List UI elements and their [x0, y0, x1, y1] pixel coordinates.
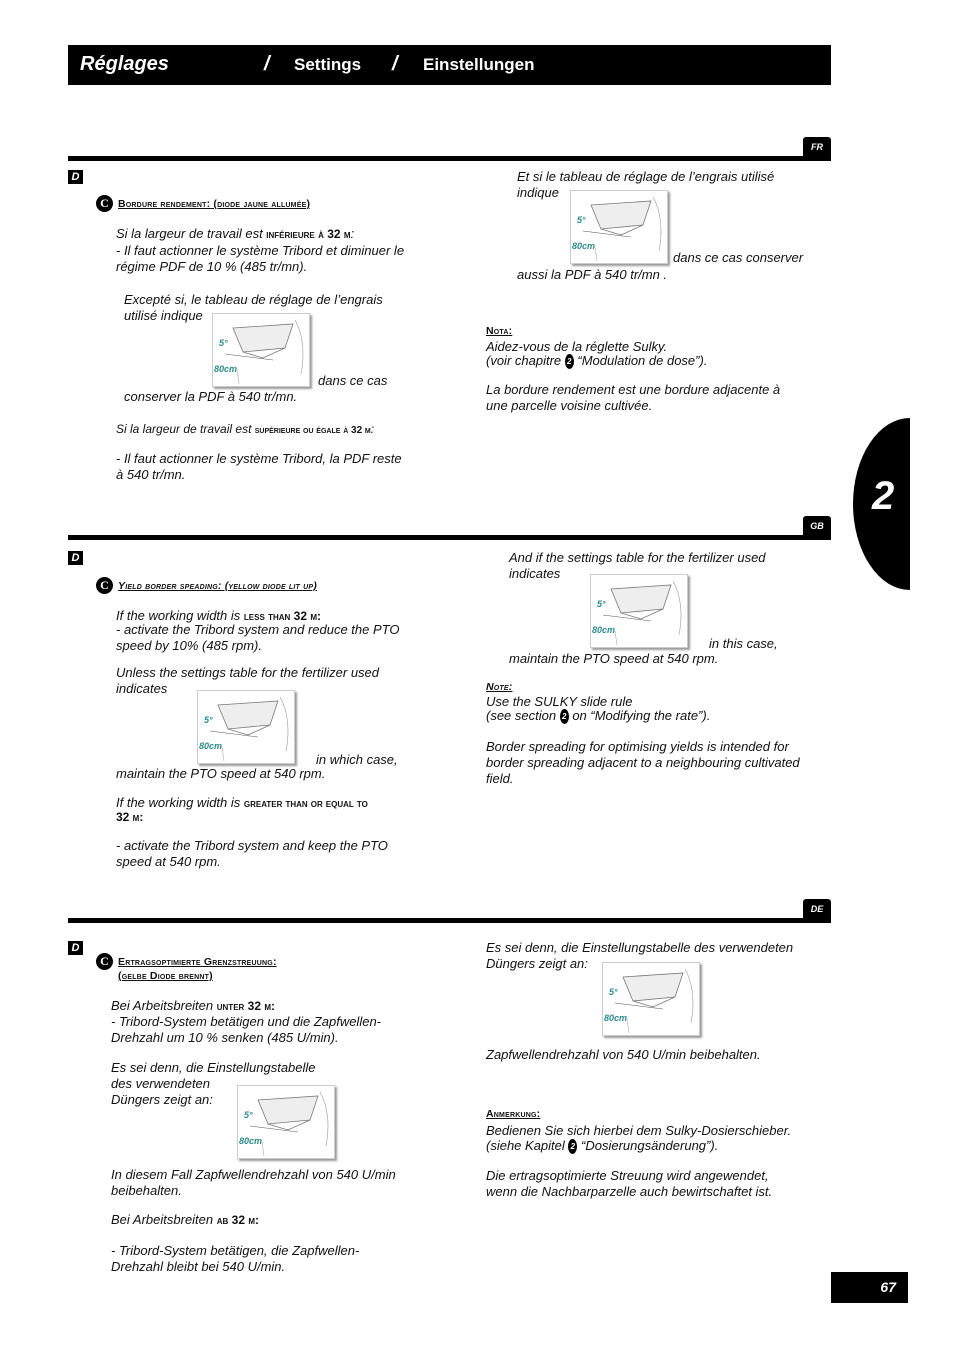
section-number: 2 — [872, 474, 895, 518]
de-line-2: - Tribord-System betätigen und die Zapfwellen- Drehzahl um 10 % senken (485 U/min). — [111, 1014, 381, 1045]
gb-line-1: If the working width is less than 32 m: — [116, 608, 322, 623]
de-line-1: Bei Arbeitsbreiten unter 32 m: — [111, 998, 275, 1013]
fr-line-4a: dans ce cas — [318, 373, 388, 388]
spreader-figure — [197, 690, 295, 764]
gb-note-1: Use the SULKY slide rule — [486, 694, 633, 709]
de-line-3: Es sei denn, die Einstellungstabelle des verwendeten Düngers zeigt an: — [111, 1060, 316, 1107]
c-marker-icon: C — [96, 577, 113, 594]
page-header — [68, 45, 831, 85]
gb-note-2: (see section 2 on “Modifying the rate”). — [486, 708, 711, 723]
fr-right-2a: dans ce cas conserver — [673, 250, 804, 265]
language-tag-fr: FR — [803, 137, 831, 158]
fr-note-2: (voir chapitre 2 “Modulation de dose”). — [486, 353, 708, 368]
header-title-fr: Réglages — [80, 53, 169, 75]
spreader-figure — [570, 190, 668, 264]
spreader-figure — [237, 1085, 335, 1159]
d-marker: D — [68, 551, 83, 565]
chapter-badge-icon: 2 — [568, 1139, 577, 1154]
de-line-6: - Tribord-System betätigen, die Zapfwellen- Drehzahl bleibt bei 540 U/min. — [111, 1243, 360, 1274]
height-label: 80cm — [214, 364, 238, 374]
header-title-de: Einstellungen — [423, 55, 535, 74]
de-note-1: Bedienen Sie sich hierbei dem Sulky-Dosierschieber. — [486, 1123, 792, 1138]
de-note-3: Die ertragsoptimierte Streuung wird angewendet, wenn die Nachbarparzelle auch bewirtschaftet ist. — [486, 1168, 773, 1199]
section-divider — [68, 156, 831, 161]
gb-line-5b: 32 m: — [116, 810, 144, 824]
fr-line-5: Si la largeur de travail est supérieure ou égale à 32 m: — [116, 422, 375, 436]
section-divider — [68, 918, 831, 923]
note-title-de: Anmerkung: — [486, 1108, 541, 1120]
chapter-badge-icon: 2 — [565, 354, 574, 369]
fr-line-6: - Il faut actionner le système Tribord, la PDF reste à 540 tr/mn. — [116, 451, 402, 482]
de-note-2: (siehe Kapitel 2 “Dosierungsänderung”). — [486, 1138, 719, 1153]
gb-line-2: - activate the Tribord system and reduce the PTO speed by 10% (485 rpm). — [116, 622, 400, 653]
d-marker: D — [68, 941, 83, 955]
angle-label: 5° — [244, 1110, 253, 1120]
de-line-5: Bei Arbeitsbreiten ab 32 m: — [111, 1212, 259, 1227]
fr-right-2b: aussi la PDF à 540 tr/mn . — [517, 267, 668, 282]
spreader-icon — [198, 691, 296, 765]
spreader-icon — [603, 963, 701, 1037]
language-tag-gb: GB — [803, 516, 831, 537]
spreader-figure — [602, 962, 700, 1036]
de-right-1: Es sei denn, die Einstellungstabelle des verwendeten Düngers zeigt an: — [486, 940, 794, 971]
gb-right-2a: in this case, — [709, 636, 778, 651]
spreader-icon — [238, 1086, 336, 1160]
section-divider — [68, 535, 831, 540]
gb-right-1: And if the settings table for the fertilizer used indicates — [509, 550, 766, 581]
height-label: 80cm — [604, 1013, 628, 1023]
height-label: 80cm — [572, 241, 596, 251]
note-title-fr: Nota: — [486, 325, 513, 337]
gb-line-4a: in which case, — [316, 752, 398, 767]
section-heading-de: Ertragsoptimierte Grenzstreuung: — [118, 956, 277, 968]
header-title-gb: Settings — [294, 55, 362, 74]
section-heading-de-2: (gelbe Diode brennt) — [118, 970, 213, 982]
de-line-4: In diesem Fall Zapfwellendrehzahl von 540 U/min beibehalten. — [111, 1167, 396, 1198]
c-marker-icon: C — [96, 195, 113, 212]
spreader-figure — [212, 313, 310, 387]
fr-line-2: - Il faut actionner le système Tribord et diminuer le régime PDF de 10 % (485 tr/mn). — [116, 243, 405, 274]
fr-line-4b: conserver la PDF à 540 tr/mn. — [124, 389, 298, 404]
height-label: 80cm — [199, 741, 223, 751]
fr-line-1: Si la largeur de travail est inférieure à 32 m: — [116, 226, 355, 241]
page-number: 67 — [831, 1272, 908, 1303]
section-heading-gb: Yield border speading: (yellow diode lit up) — [118, 580, 317, 592]
angle-label: 5° — [219, 338, 228, 348]
angle-label: 5° — [577, 215, 586, 225]
fr-note-3: La bordure rendement est une bordure adjacente à une parcelle voisine cultivée. — [486, 382, 781, 413]
d-marker: D — [68, 170, 83, 184]
note-title-gb: Note: — [486, 681, 513, 693]
angle-label: 5° — [609, 987, 618, 997]
section-heading-fr: Bordure rendement: (diode jaune allumée) — [118, 198, 311, 210]
gb-right-2b: maintain the PTO speed at 540 rpm. — [509, 651, 719, 666]
gb-line-4b: maintain the PTO speed at 540 rpm. — [116, 766, 326, 781]
gb-line-6: - activate the Tribord system and keep the PTO speed at 540 rpm. — [116, 838, 388, 869]
angle-label: 5° — [597, 599, 606, 609]
header-separator: / — [392, 53, 398, 75]
height-label: 80cm — [592, 625, 616, 635]
height-label: 80cm — [239, 1136, 263, 1146]
fr-line-3: Excepté si, le tableau de réglage de l’engrais utilisé indique — [124, 292, 383, 323]
gb-line-3: Unless the settings table for the fertilizer used indicates — [116, 665, 380, 696]
spreader-icon — [213, 314, 311, 388]
spreader-icon — [591, 575, 689, 649]
fr-note-1: Aidez-vous de la réglette Sulky. — [486, 339, 668, 354]
header-separator: / — [264, 53, 270, 75]
language-tag-de: DE — [803, 899, 831, 920]
gb-line-5: If the working width is greater than or equal to — [116, 795, 368, 810]
spreader-icon — [571, 191, 669, 265]
c-marker-icon: C — [96, 953, 113, 970]
angle-label: 5° — [204, 715, 213, 725]
gb-note-3: Border spreading for optimising yields is intended for border spreading adjacent to a neighbouring cultivated field. — [486, 739, 800, 786]
de-right-2: Zapfwellendrehzahl von 540 U/min beibehalten. — [486, 1047, 761, 1062]
fr-right-1: Et si le tableau de réglage de l’engrais utilisé indique — [517, 169, 775, 200]
chapter-badge-icon: 2 — [560, 709, 569, 724]
spreader-figure — [590, 574, 688, 648]
